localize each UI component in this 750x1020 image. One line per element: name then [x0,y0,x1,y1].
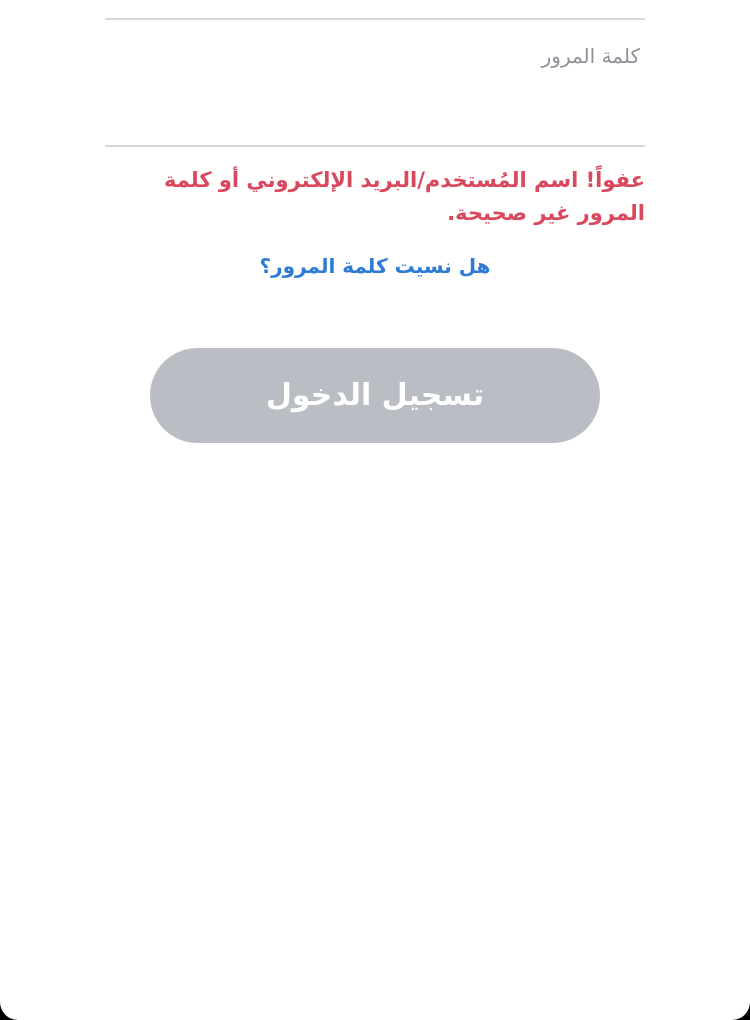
password-label: كلمة المرور [541,44,640,68]
forgot-password-link[interactable]: هل نسيت كلمة المرور؟ [259,254,491,278]
login-button[interactable]: تسجيل الدخول [150,348,600,443]
password-input[interactable] [105,76,645,142]
password-field-underline [105,145,645,147]
login-error-message: عفواً! اسم المُستخدم/البريد الإلكتروني أو كلمة المرور غير صحيحة. [163,168,645,225]
username-field-underline [105,18,645,20]
